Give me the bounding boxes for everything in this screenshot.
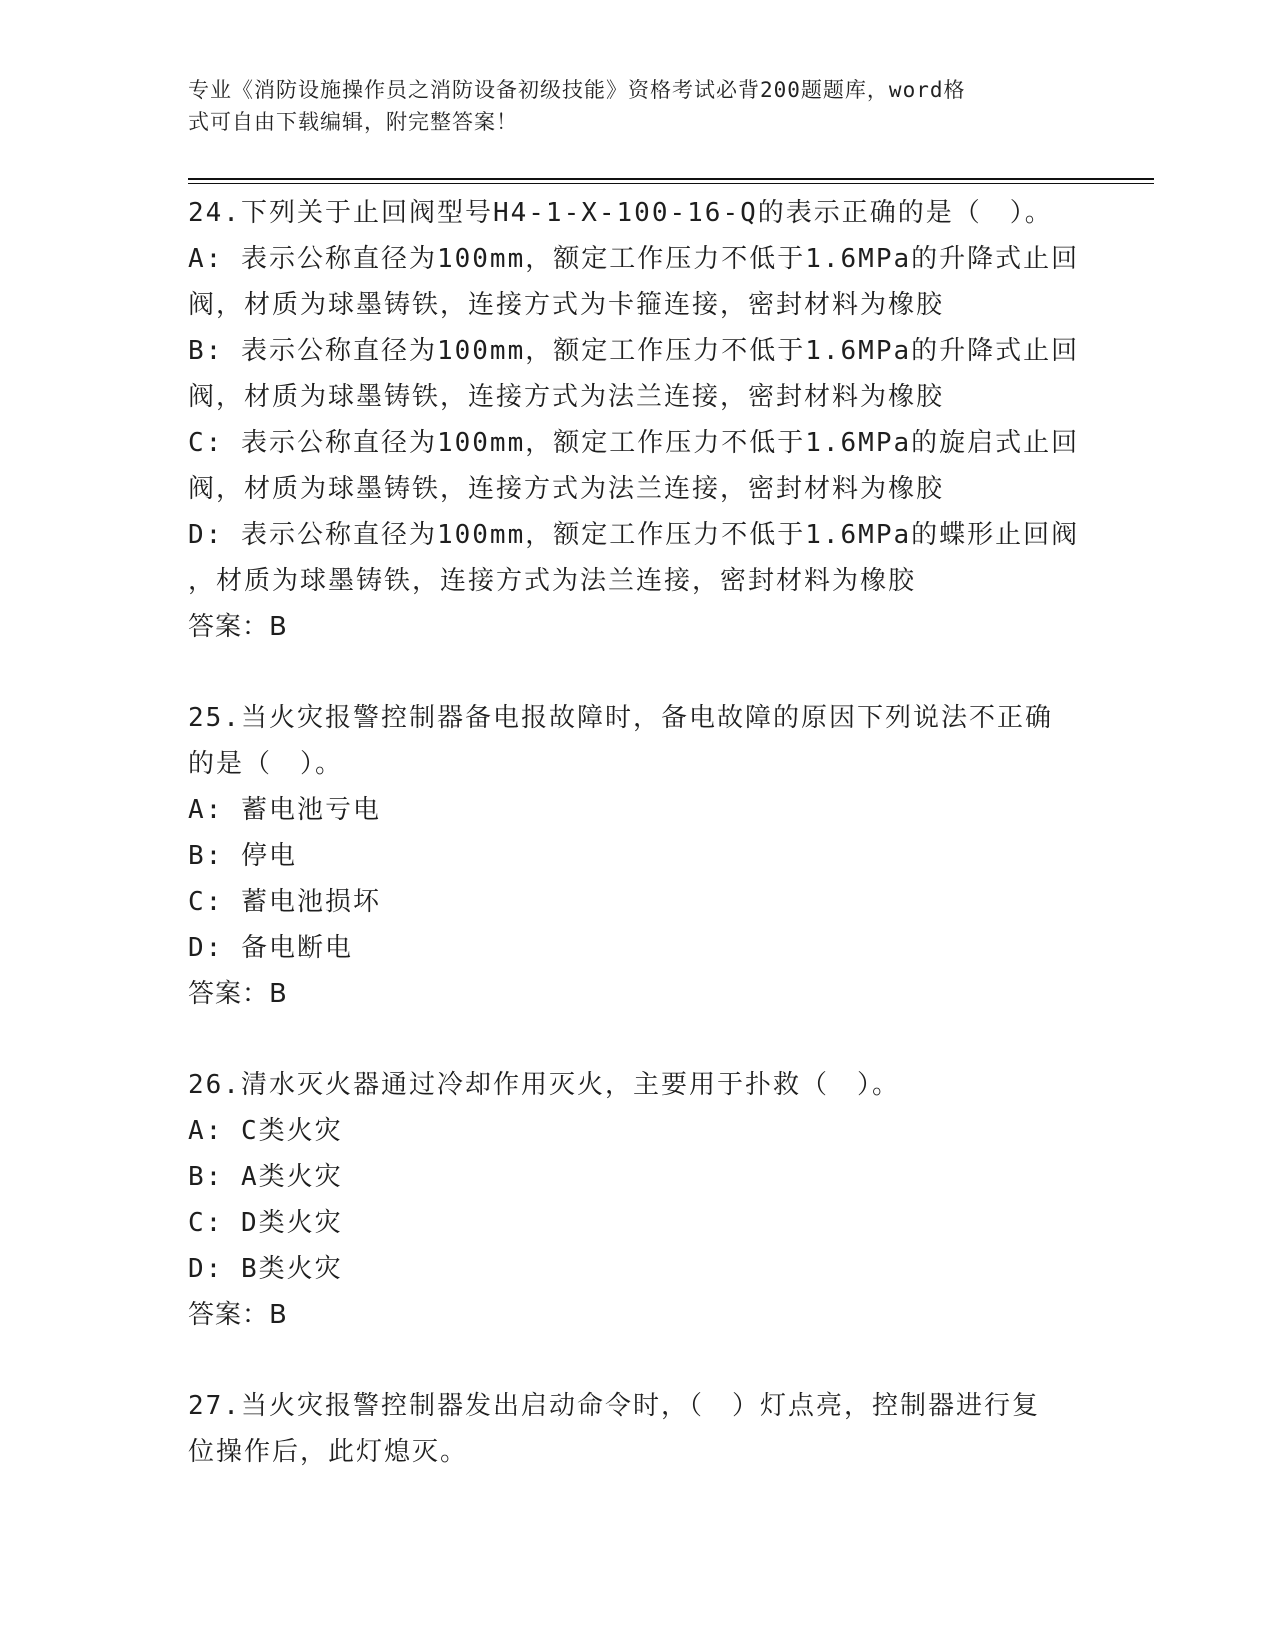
option-line: D: B类火灾 [188, 1254, 343, 1284]
question-spacer [188, 1338, 1088, 1383]
option-line: C: 蓄电池损坏 [188, 887, 381, 917]
question-stem-line: 24.下列关于止回阀型号H4-1-X-100-16-Q的表示正确的是（ ）。 [188, 198, 1053, 228]
option-line: 阀，材质为球墨铸铁，连接方式为卡箍连接，密封材料为橡胶 [188, 290, 945, 320]
question-block [188, 190, 1088, 650]
option-line: D: 表示公称直径为100mm，额定工作压力不低于1.6MPa的蝶形止回阀 [188, 520, 1080, 550]
question-stem-line: 25.当火灾报警控制器备电报故障时，备电故障的原因下列说法不正确 [188, 703, 1053, 733]
question-spacer [188, 650, 1088, 695]
header-rule-thick [188, 178, 1154, 180]
question-block [188, 1062, 1088, 1338]
answer-line: 答案：B [188, 1300, 288, 1330]
option-line: B: A类火灾 [188, 1162, 343, 1192]
option-line: B: 表示公称直径为100mm，额定工作压力不低于1.6MPa的升降式止回 [188, 336, 1080, 366]
option-line: 阀，材质为球墨铸铁，连接方式为法兰连接，密封材料为橡胶 [188, 474, 945, 504]
option-line: ，材质为球墨铸铁，连接方式为法兰连接，密封材料为橡胶 [188, 566, 917, 596]
option-line: C: D类火灾 [188, 1208, 343, 1238]
option-line: D: 备电断电 [188, 933, 353, 963]
document-header [188, 74, 1068, 138]
question-stem-line: 的是（ ）。 [188, 749, 344, 779]
option-line: B: 停电 [188, 841, 297, 871]
question-list [188, 190, 1088, 1475]
question-block [188, 695, 1088, 1017]
answer-line: 答案：B [188, 612, 288, 642]
question-stem-line: 27.当火灾报警控制器发出启动命令时，（ ）灯点亮，控制器进行复 [188, 1391, 1040, 1421]
header-rule-thin [188, 183, 1154, 184]
question-block [188, 1383, 1088, 1475]
header-line-1: 专业《消防设施操作员之消防设备初级技能》资格考试必背200题题库，word格 [188, 78, 966, 102]
option-line: A: C类火灾 [188, 1116, 343, 1146]
question-stem-line: 26.清水灭火器通过冷却作用灭火，主要用于扑救（ ）。 [188, 1070, 900, 1100]
header-line-2: 式可自由下载编辑，附完整答案！ [188, 110, 518, 134]
option-line: A: 表示公称直径为100mm，额定工作压力不低于1.6MPa的升降式止回 [188, 244, 1080, 274]
question-stem-line: 位操作后，此灯熄灭。 [188, 1437, 469, 1467]
option-line: A: 蓄电池亏电 [188, 795, 381, 825]
option-line: C: 表示公称直径为100mm，额定工作压力不低于1.6MPa的旋启式止回 [188, 428, 1080, 458]
answer-line: 答案：B [188, 979, 288, 1009]
option-line: 阀，材质为球墨铸铁，连接方式为法兰连接，密封材料为橡胶 [188, 382, 945, 412]
question-spacer [188, 1017, 1088, 1062]
